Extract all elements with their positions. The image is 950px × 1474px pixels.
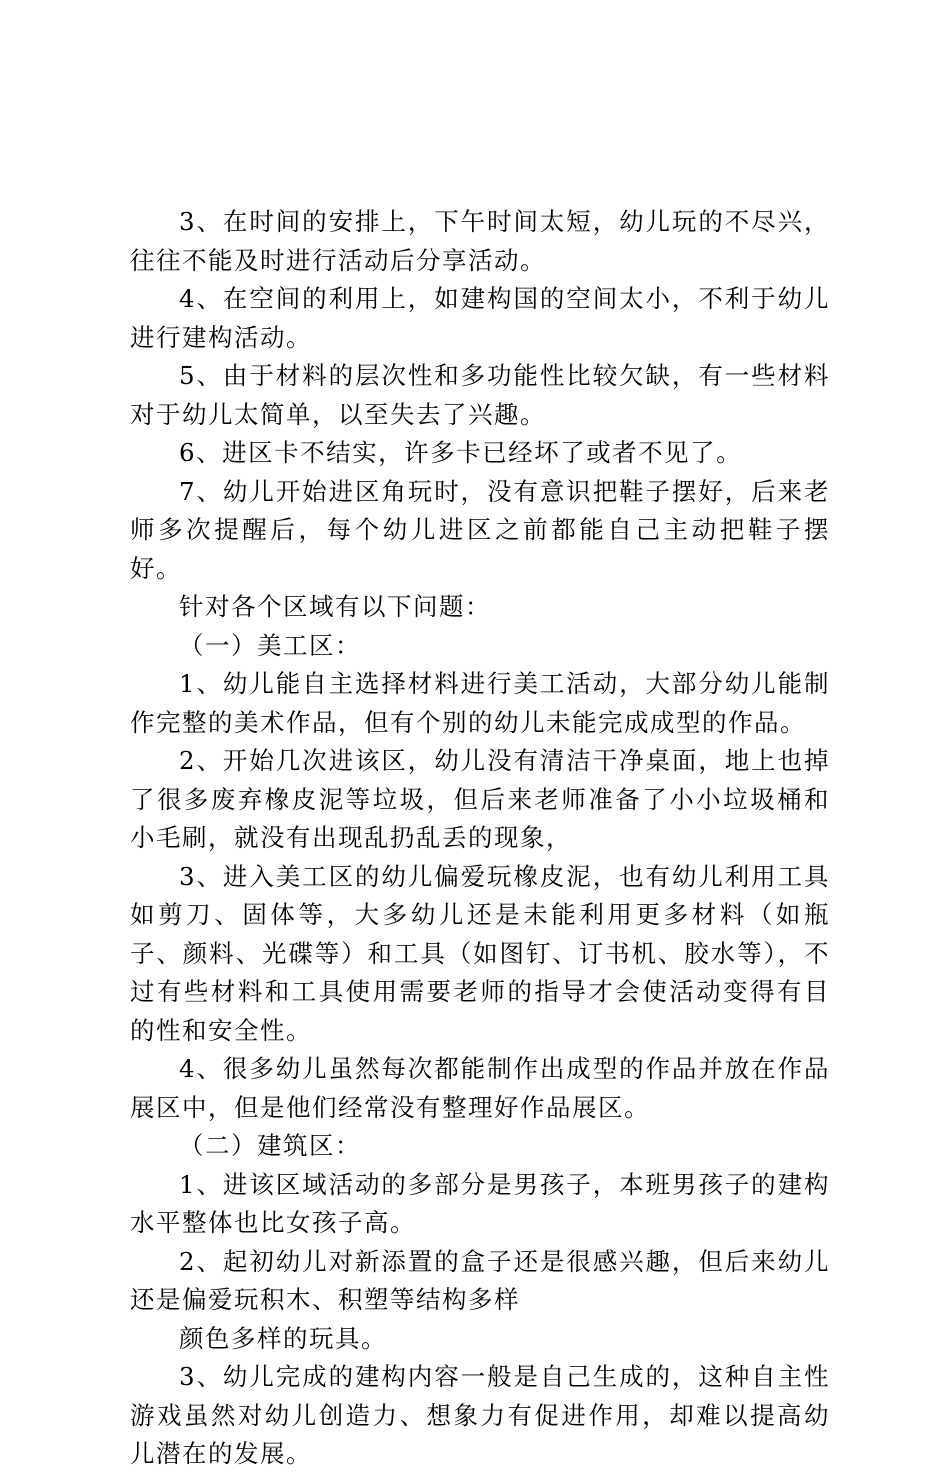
document-body bbox=[130, 203, 830, 1474]
paragraph-area-cards: 6、进区卡不结实，许多卡已经坏了或者不见了。 bbox=[179, 438, 743, 467]
paragraph-art-2: 2、开始几次进该区，幼儿没有清洁干净桌面，地上也掉了很多废弃橡皮泥等垃圾，但后来老师准备了小小垃圾桶和小毛刷，就没有出现乱扔乱丢的现象， bbox=[130, 746, 830, 852]
paragraph-building-2: 2、起初幼儿对新添置的盒子还是很感兴趣，但后来幼儿还是偏爱玩积木、积塑等结构多样 bbox=[130, 1246, 830, 1314]
section-heading-building-area: （二）建筑区： bbox=[179, 1131, 361, 1160]
paragraph-area-issues-intro: 针对各个区域有以下问题： bbox=[179, 592, 491, 621]
paragraph-art-1: 1、幼儿能自主选择材料进行美工活动，大部分幼儿能制作完整的美术作品，但有个别的幼儿未能完成成型的作品。 bbox=[130, 669, 830, 737]
paragraph-building-3: 3、幼儿完成的建构内容一般是自己生成的，这种自主性游戏虽然对幼儿创造力、想象力有促进作用，却难以提高幼儿潜在的发展。 bbox=[130, 1362, 830, 1468]
paragraph-material-levels: 5、由于材料的层次性和多功能性比较欠缺，有一些材料对于幼儿太简单，以至失去了兴趣。 bbox=[130, 361, 830, 429]
paragraph-shoes: 7、幼儿开始进区角玩时，没有意识把鞋子摆好，后来老师多次提醒后，每个幼儿进区之前都能自己主动把鞋子摆好。 bbox=[130, 476, 830, 583]
paragraph-building-1: 1、进该区域活动的多部分是男孩子，本班男孩子的建构水平整体也比女孩子高。 bbox=[130, 1169, 830, 1237]
paragraph-art-3: 3、进入美工区的幼儿偏爱玩橡皮泥，也有幼儿利用工具如剪刀、固体等，大多幼儿还是未能利用更多材料（如瓶子、颜料、光碟等）和工具（如图钉、订书机、胶水等），不过有些材料和工具使用需要老师的指导才会使活动变得有目的性和安全性。 bbox=[130, 861, 830, 1045]
paragraph-time-arrangement: 3、在时间的安排上，下午时间太短，幼儿玩的不尽兴，往往不能及时进行活动后分享活动。 bbox=[130, 207, 830, 275]
paragraph-art-4: 4、很多幼儿虽然每次都能制作出成型的作品并放在作品展区中，但是他们经常没有整理好作品展区。 bbox=[130, 1054, 830, 1122]
section-heading-art-area: （一）美工区： bbox=[179, 630, 361, 660]
paragraph-building-2-continued: 颜色多样的玩具。 bbox=[179, 1323, 387, 1353]
paragraph-space-usage: 4、在空间的利用上，如建构国的空间太小，不利于幼儿进行建构活动。 bbox=[130, 284, 830, 352]
